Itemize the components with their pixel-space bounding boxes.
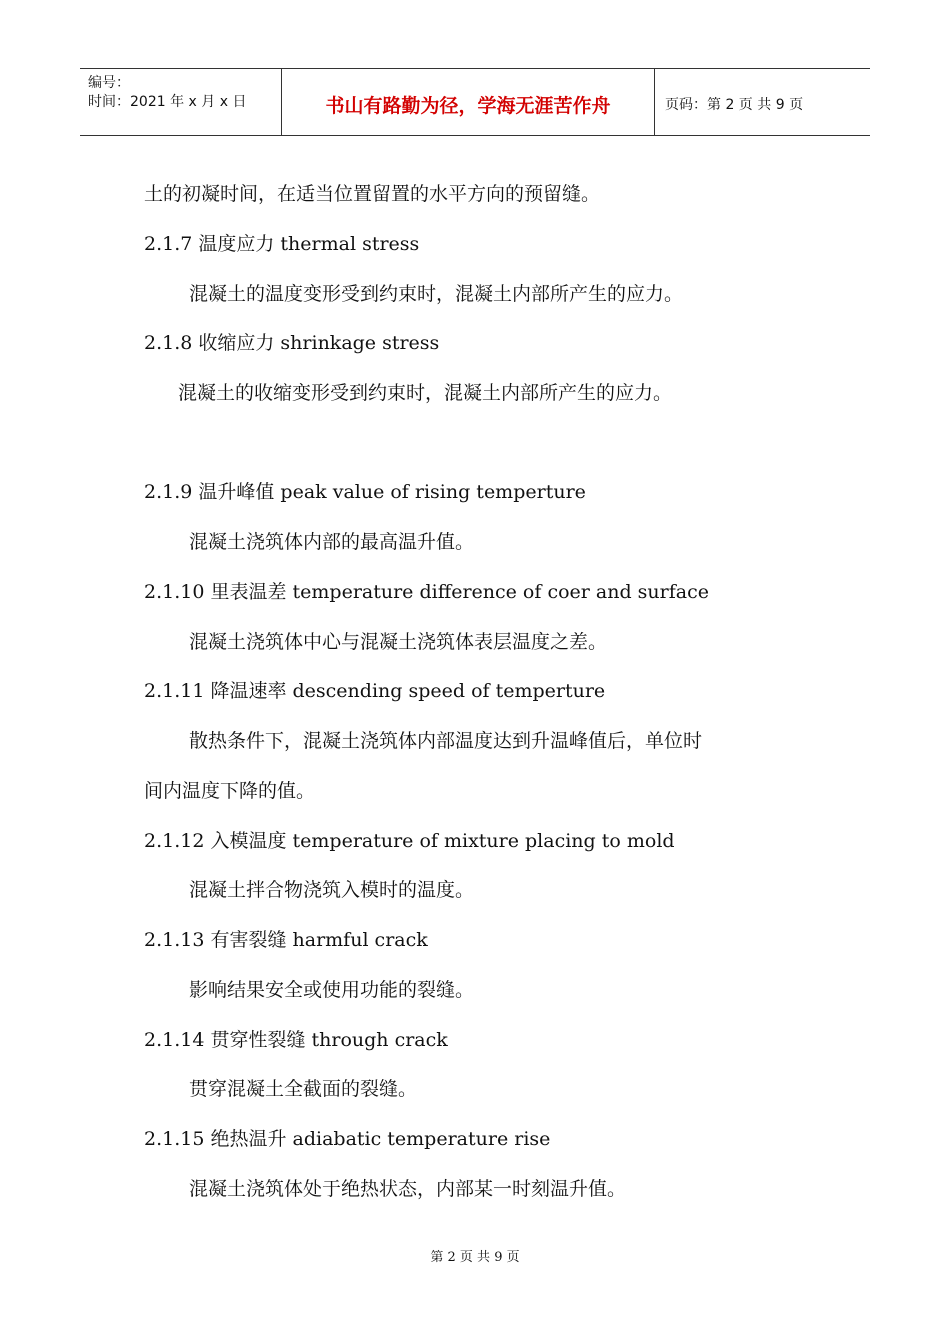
term-heading: 2.1.14 贯穿性裂缝 through crack	[144, 1029, 448, 1051]
term-definition: 影响结果安全或使用功能的裂缝。	[189, 979, 475, 1001]
term-definition: 混凝土浇筑体中心与混凝土浇筑体表层温度之差。	[189, 631, 608, 653]
term-heading: 2.1.13 有害裂缝 harmful crack	[144, 929, 428, 951]
term-heading: 2.1.9 温升峰值 peak value of rising temperture	[144, 481, 586, 503]
term-definition: 混凝土拌合物浇筑入模时的温度。	[189, 879, 475, 901]
page-footer: 第 2 页 共 9 页	[430, 1250, 520, 1265]
term-heading: 2.1.10 里表温差 temperature difference of coer and surface	[144, 581, 709, 603]
term-heading: 2.1.11 降温速率 descending speed of temperture	[144, 680, 606, 702]
header-page-info: 页码：第 2 页 共 9 页	[665, 97, 804, 113]
body-line: 土的初凝时间，在适当位置留置的水平方向的预留缝。	[144, 183, 601, 205]
term-definition: 贯穿混凝土全截面的裂缝。	[189, 1078, 418, 1100]
term-heading: 2.1.8 收缩应力 shrinkage stress	[144, 332, 440, 354]
header-right-cell	[655, 69, 870, 135]
header-left-cell	[80, 69, 282, 135]
header-motto: 书山有路勤为径，学海无涯苦作舟	[325, 95, 611, 117]
document-header	[80, 68, 870, 136]
header-middle-cell	[282, 69, 655, 135]
term-definition: 混凝土浇筑体内部的最高温升值。	[189, 531, 475, 553]
term-heading: 2.1.15 绝热温升 adiabatic temperature rise	[144, 1128, 551, 1150]
term-heading: 2.1.7 温度应力 thermal stress	[144, 233, 420, 255]
number-label: 编号：	[88, 75, 130, 91]
term-definition: 混凝土浇筑体处于绝热状态，内部某一时刻温升值。	[189, 1178, 627, 1200]
time-label: 时间：2021 年 x 月 x 日	[88, 94, 247, 110]
term-definition: 散热条件下，混凝土浇筑体内部温度达到升温峰值后，单位时	[189, 730, 703, 752]
term-definition: 混凝土的收缩变形受到约束时，混凝土内部所产生的应力。	[178, 382, 673, 404]
term-definition-continued: 间内温度下降的值。	[144, 780, 316, 802]
term-heading: 2.1.12 入模温度 temperature of mixture placing to mold	[144, 830, 675, 852]
term-definition: 混凝土的温度变形受到约束时，混凝土内部所产生的应力。	[189, 283, 684, 305]
